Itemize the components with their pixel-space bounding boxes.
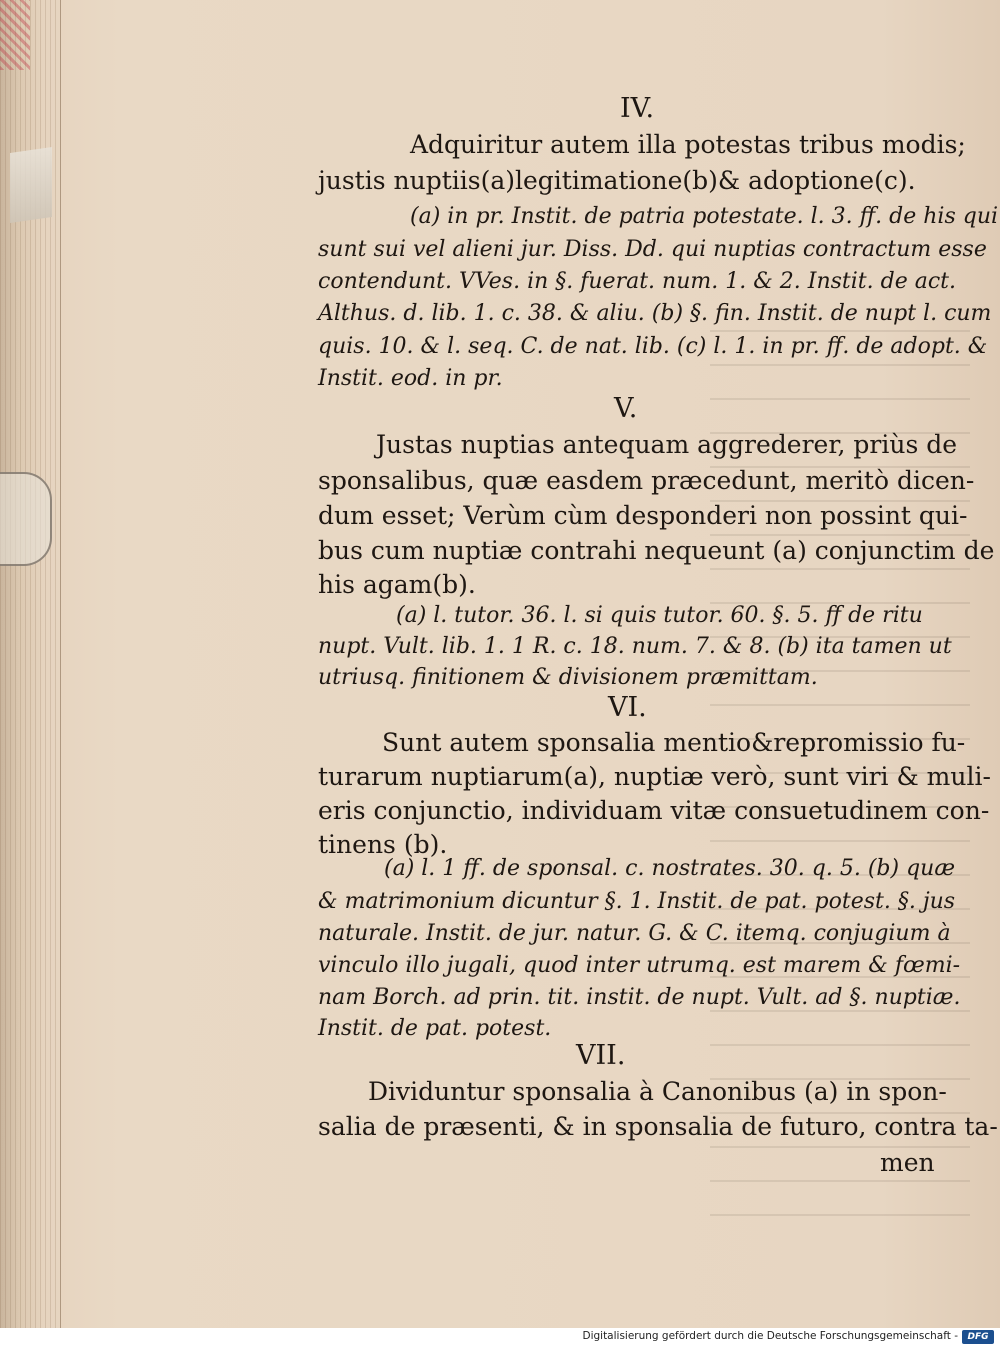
catchword: men [880, 1148, 935, 1177]
body-line: justis nuptiis(a)legitimatione(b)& adoptione(c). [318, 166, 916, 195]
section-heading-v: V. [614, 393, 638, 424]
body-line: Sunt autem sponsalia mentio&repromissio fu- [382, 728, 966, 757]
section-heading-vi: VI. [608, 692, 647, 723]
body-line: Dividuntur sponsalia à Canonibus (a) in spon- [368, 1077, 947, 1106]
note-line: naturale. Instit. de jur. natur. G. & C. itemq. conjugium à [318, 921, 951, 946]
body-line: salia de præsenti, & in sponsalia de futuro, contra ta- [318, 1112, 998, 1141]
note-line: nam Borch. ad prin. tit. instit. de nupt. Vult. ad §. nuptiæ. [318, 985, 961, 1010]
note-line: nupt. Vult. lib. 1. 1 R. c. 18. num. 7. & 8. (b) ita tamen ut [318, 634, 952, 659]
note-line: (a) in pr. Instit. de patria potestate. l. 3. ff. de his qui [410, 204, 999, 229]
note-line: & matrimonium dicuntur §. 1. Instit. de pat. potest. §. jus [318, 889, 956, 914]
body-line: sponsalibus, quæ easdem præcedunt, meritò dicen- [318, 466, 975, 495]
body-line: bus cum nuptiæ contrahi nequeunt (a) conjunctim de [318, 536, 995, 565]
note-line: sunt sui vel alieni jur. Diss. Dd. qui nuptias contractum esse [318, 237, 987, 262]
page-clip [0, 472, 52, 566]
note-line: Instit. de pat. potest. [318, 1016, 552, 1041]
note-line: quis. 10. & l. seq. C. de nat. lib. (c) l. 1. in pr. ff. de adopt. & [318, 334, 988, 359]
funding-credit: Digitalisierung gefördert durch die Deutsche Forschungsgemeinschaft - [582, 1330, 958, 1342]
binding-tape [10, 147, 52, 223]
body-line: eris conjunctio, individuam vitæ consuetudinem con- [318, 796, 990, 825]
section-heading-vii: VII. [576, 1040, 626, 1071]
body-line: dum esset; Verùm cùm desponderi non possint qui- [318, 501, 968, 530]
body-line: Adquiritur autem illa potestas tribus modis; [410, 130, 966, 159]
note-line: Instit. eod. in pr. [318, 366, 503, 391]
body-line: turarum nuptiarum(a), nuptiæ verò, sunt viri & muli- [318, 762, 991, 791]
note-line: vinculo illo jugali, quod inter utrumq. est marem & fœmi- [318, 953, 961, 978]
note-line: utriusq. finitionem & divisionem præmittam. [318, 665, 818, 690]
note-line: (a) l. tutor. 36. l. si quis tutor. 60. §. 5. ff de ritu [396, 603, 923, 628]
note-line: (a) l. 1 ff. de sponsal. c. nostrates. 30. q. 5. (b) quæ [384, 856, 956, 881]
body-line: his agam(b). [318, 570, 476, 599]
section-heading-iv: IV. [620, 93, 655, 124]
body-line: Justas nuptias antequam aggrederer, priùs de [376, 430, 958, 459]
note-line: Althus. d. lib. 1. c. 38. & aliu. (b) §. fin. Instit. de nupt l. cum [318, 301, 992, 326]
footer-bar [0, 1328, 1000, 1347]
body-line: tinens (b). [318, 830, 448, 859]
note-line: contendunt. VVes. in §. fuerat. num. 1. & 2. Instit. de act. [318, 269, 956, 294]
dfg-logo: DFG [962, 1330, 994, 1344]
